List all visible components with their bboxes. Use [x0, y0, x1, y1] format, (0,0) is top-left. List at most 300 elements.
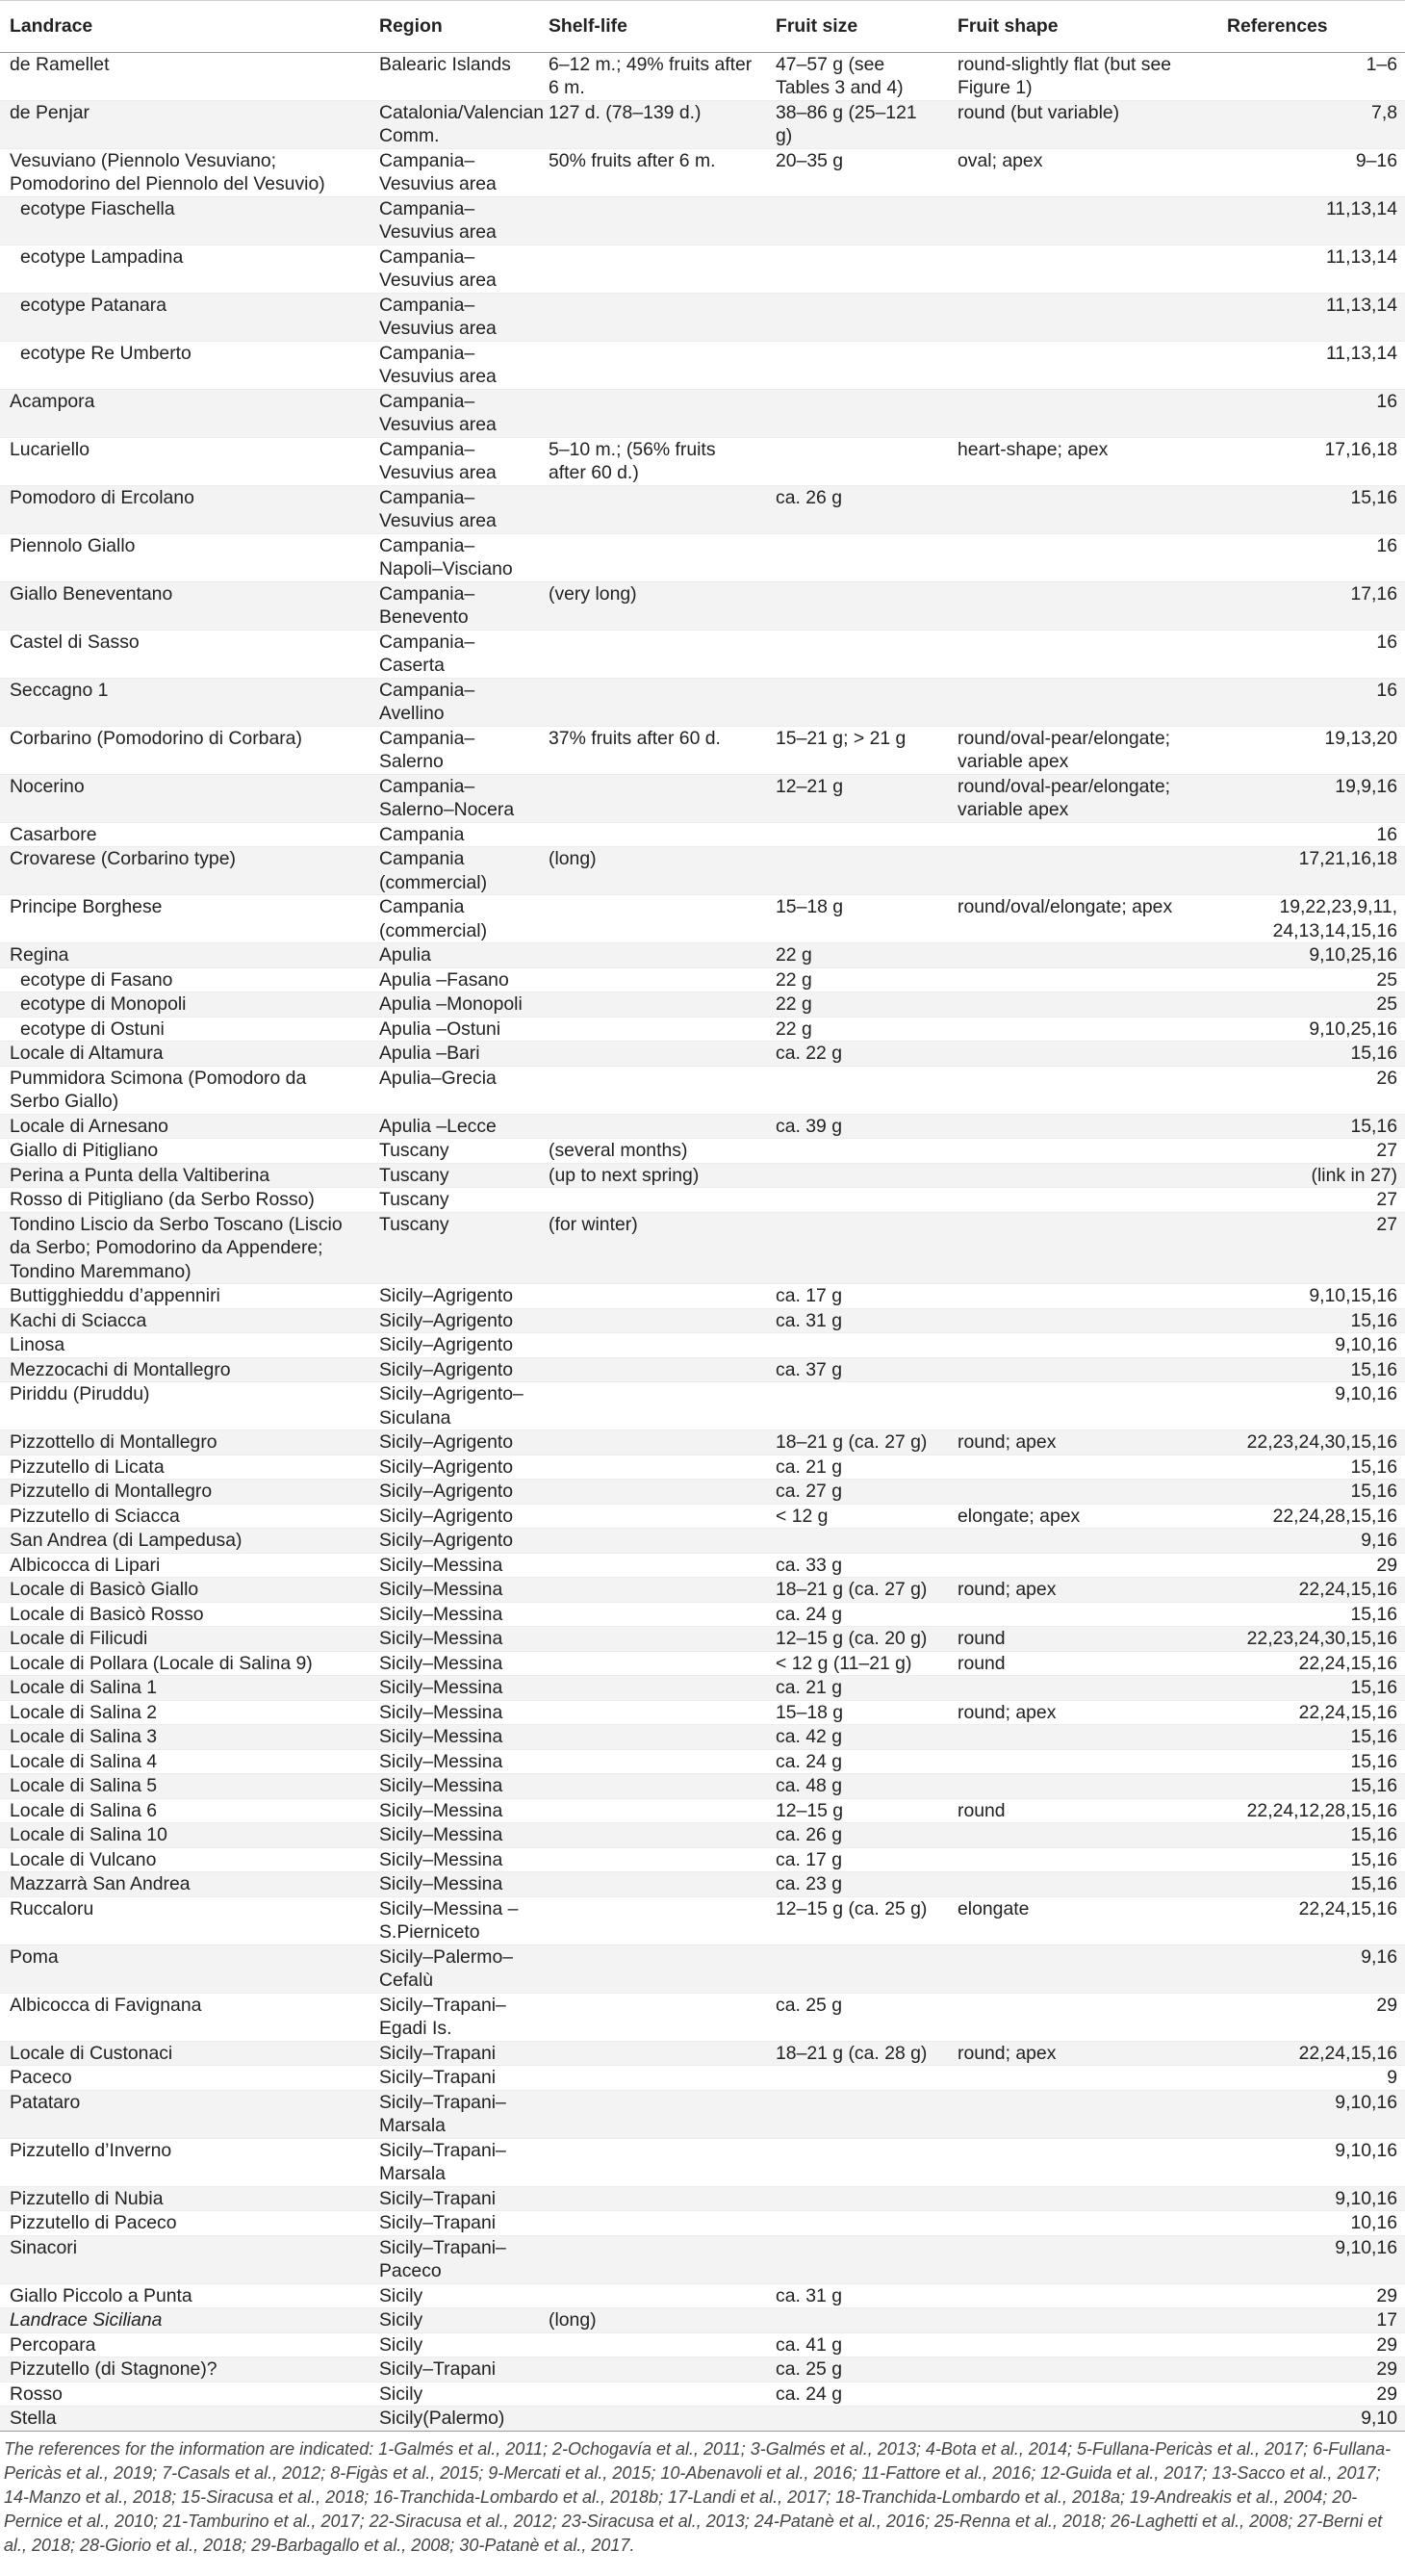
table-row — [0, 437, 1405, 485]
cell-fruit-size: ca. 48 g — [766, 1774, 948, 1799]
cell-shelf-life — [539, 1700, 766, 1725]
cell-references: 29 — [1217, 2382, 1405, 2407]
table-row — [0, 2283, 1405, 2308]
cell-shelf-life — [539, 1382, 766, 1430]
cell-region: Sicily–Trapani–Paceco — [370, 2235, 539, 2283]
cell-region: Sicily–Messina — [370, 1749, 539, 1774]
cell-fruit-size: ca. 17 g — [766, 1847, 948, 1872]
cell-region: Tuscany — [370, 1139, 539, 1164]
cell-region: Sicily–Messina — [370, 1823, 539, 1848]
cell-shelf-life — [539, 1749, 766, 1774]
cell-fruit-shape: round; apex — [948, 1700, 1217, 1725]
cell-references: 16 — [1217, 533, 1405, 581]
cell-region: Campania (commercial) — [370, 847, 539, 895]
cell-shelf-life — [539, 1480, 766, 1505]
table-row — [0, 2041, 1405, 2066]
table-row — [0, 1017, 1405, 1042]
cell-landrace: Giallo di Pitigliano — [0, 1139, 370, 1164]
cell-region: Sicily–Agrigento — [370, 1284, 539, 1309]
cell-region: Tuscany — [370, 1212, 539, 1284]
cell-fruit-shape — [948, 1676, 1217, 1701]
cell-fruit-size — [766, 533, 948, 581]
cell-fruit-shape — [948, 2283, 1217, 2308]
cell-region: Catalonia/Valencian Comm. — [370, 100, 539, 148]
cell-references: 11,13,14 — [1217, 196, 1405, 245]
cell-region: Sicily–Trapani–Marsala — [370, 2090, 539, 2138]
cell-fruit-size: 38–86 g (25–121 g) — [766, 100, 948, 148]
cell-landrace: Locale di Filicudi — [0, 1627, 370, 1652]
cell-references: 19,22,23,9,11, 24,13,14,15,16 — [1217, 895, 1405, 943]
cell-fruit-shape — [948, 2211, 1217, 2236]
cell-shelf-life — [539, 1993, 766, 2041]
cell-landrace: Pizzutello di Licata — [0, 1455, 370, 1480]
cell-references: 26 — [1217, 1066, 1405, 1114]
cell-shelf-life — [539, 1676, 766, 1701]
cell-references: 9,10,25,16 — [1217, 943, 1405, 968]
cell-landrace: Pizzutello di Nubia — [0, 2186, 370, 2211]
table-row — [0, 1725, 1405, 1750]
cell-fruit-shape — [948, 2186, 1217, 2211]
cell-landrace: Principe Borghese — [0, 895, 370, 943]
table-row — [0, 2407, 1405, 2432]
cell-references: 22,24,15,16 — [1217, 1651, 1405, 1676]
cell-fruit-size: ca. 25 g — [766, 2357, 948, 2383]
cell-shelf-life — [539, 1357, 766, 1382]
cell-references: 9,10,16 — [1217, 2186, 1405, 2211]
cell-shelf-life — [539, 2382, 766, 2407]
table-row — [0, 630, 1405, 678]
cell-fruit-size — [766, 2138, 948, 2186]
cell-references: 22,23,24,30,15,16 — [1217, 1430, 1405, 1455]
cell-region: Sicily–Trapani — [370, 2186, 539, 2211]
cell-shelf-life — [539, 774, 766, 822]
cell-fruit-shape — [948, 1139, 1217, 1164]
cell-landrace: Mazzarrà San Andrea — [0, 1872, 370, 1897]
cell-fruit-shape — [948, 678, 1217, 726]
cell-region: Apulia –Monopoli — [370, 992, 539, 1018]
cell-region: Sicily–Messina — [370, 1847, 539, 1872]
cell-fruit-size: ca. 21 g — [766, 1676, 948, 1701]
table-row — [0, 1602, 1405, 1627]
cell-shelf-life — [539, 1602, 766, 1627]
cell-fruit-shape: round/oval-pear/elongate; variable apex — [948, 726, 1217, 774]
cell-references: 15,16 — [1217, 1308, 1405, 1333]
table-row — [0, 1357, 1405, 1382]
cell-shelf-life — [539, 943, 766, 968]
cell-references: 9,10,16 — [1217, 1382, 1405, 1430]
cell-fruit-shape — [948, 2138, 1217, 2186]
cell-fruit-shape: round — [948, 1627, 1217, 1652]
cell-fruit-size: ca. 31 g — [766, 1308, 948, 1333]
cell-fruit-size: ca. 39 g — [766, 1114, 948, 1139]
cell-fruit-size: ca. 26 g — [766, 485, 948, 533]
cell-landrace: Mezzocachi di Montallegro — [0, 1357, 370, 1382]
cell-landrace: Locale di Salina 5 — [0, 1774, 370, 1799]
cell-fruit-shape — [948, 1042, 1217, 1067]
cell-fruit-size: 12–15 g — [766, 1798, 948, 1823]
cell-references: 16 — [1217, 822, 1405, 847]
cell-landrace: Pizzutello (di Stagnone)? — [0, 2357, 370, 2383]
table-row — [0, 389, 1405, 437]
cell-shelf-life — [539, 2041, 766, 2066]
cell-fruit-size — [766, 245, 948, 293]
cell-fruit-size: ca. 21 g — [766, 1455, 948, 1480]
table-row — [0, 2308, 1405, 2333]
cell-shelf-life — [539, 967, 766, 992]
cell-region: Campania–Caserta — [370, 630, 539, 678]
cell-fruit-size — [766, 630, 948, 678]
cell-shelf-life — [539, 245, 766, 293]
cell-shelf-life — [539, 1066, 766, 1114]
cell-fruit-size — [766, 581, 948, 630]
cell-fruit-shape: round; apex — [948, 1578, 1217, 1603]
cell-fruit-size — [766, 1382, 948, 1430]
cell-fruit-size — [766, 1529, 948, 1554]
cell-fruit-size: ca. 37 g — [766, 1357, 948, 1382]
cell-shelf-life — [539, 533, 766, 581]
cell-fruit-shape — [948, 1163, 1217, 1188]
table-row — [0, 1676, 1405, 1701]
cell-fruit-size: 12–15 g (ca. 25 g) — [766, 1896, 948, 1945]
cell-fruit-shape — [948, 1212, 1217, 1284]
cell-shelf-life: 5–10 m.; (56% fruits after 60 d.) — [539, 437, 766, 485]
cell-fruit-shape — [948, 2332, 1217, 2357]
cell-landrace: ecotype Patanara — [0, 293, 370, 341]
cell-fruit-size — [766, 678, 948, 726]
cell-fruit-size — [766, 293, 948, 341]
cell-fruit-size: 22 g — [766, 992, 948, 1018]
cell-references: 7,8 — [1217, 100, 1405, 148]
table-row — [0, 293, 1405, 341]
cell-region: Campania (commercial) — [370, 895, 539, 943]
cell-region: Sicily–Messina — [370, 1627, 539, 1652]
cell-references: 16 — [1217, 389, 1405, 437]
cell-shelf-life: (for winter) — [539, 1212, 766, 1284]
cell-references: 29 — [1217, 2357, 1405, 2383]
cell-fruit-shape — [948, 1017, 1217, 1042]
cell-references: 15,16 — [1217, 1114, 1405, 1139]
cell-references: 11,13,14 — [1217, 341, 1405, 389]
cell-references: 15,16 — [1217, 1480, 1405, 1505]
cell-references: 22,24,15,16 — [1217, 1578, 1405, 1603]
cell-region: Campania–Salerno–Nocera — [370, 774, 539, 822]
cell-fruit-size — [766, 196, 948, 245]
cell-region: Sicily–Palermo–Cefalù — [370, 1945, 539, 1993]
cell-shelf-life — [539, 1578, 766, 1603]
table-row — [0, 581, 1405, 630]
cell-shelf-life — [539, 2211, 766, 2236]
cell-fruit-shape — [948, 1188, 1217, 1213]
cell-landrace: Ruccaloru — [0, 1896, 370, 1945]
table-row — [0, 2332, 1405, 2357]
cell-fruit-size: ca. 27 g — [766, 1480, 948, 1505]
cell-region: Campania–Vesuvius area — [370, 485, 539, 533]
table-row — [0, 341, 1405, 389]
cell-fruit-size: 18–21 g (ca. 27 g) — [766, 1578, 948, 1603]
table-row — [0, 2235, 1405, 2283]
cell-fruit-size: ca. 33 g — [766, 1553, 948, 1578]
cell-references: 17,16,18 — [1217, 437, 1405, 485]
cell-landrace: San Andrea (di Lampedusa) — [0, 1529, 370, 1554]
cell-shelf-life: (very long) — [539, 581, 766, 630]
cell-shelf-life — [539, 1529, 766, 1554]
cell-fruit-shape — [948, 943, 1217, 968]
cell-region: Sicily — [370, 2283, 539, 2308]
cell-region: Sicily–Agrigento — [370, 1430, 539, 1455]
cell-landrace: Nocerino — [0, 774, 370, 822]
cell-landrace: Linosa — [0, 1333, 370, 1358]
cell-shelf-life — [539, 2332, 766, 2357]
table-row — [0, 1284, 1405, 1309]
cell-fruit-shape: round; apex — [948, 1430, 1217, 1455]
cell-fruit-size: 22 g — [766, 1017, 948, 1042]
table-row — [0, 1798, 1405, 1823]
cell-fruit-size — [766, 437, 948, 485]
cell-region: Sicily–Agrigento — [370, 1480, 539, 1505]
cell-region: Sicily–Trapani — [370, 2041, 539, 2066]
table-row — [0, 2186, 1405, 2211]
cell-shelf-life — [539, 485, 766, 533]
cell-fruit-shape — [948, 1774, 1217, 1799]
cell-region: Sicily(Palermo) — [370, 2407, 539, 2432]
cell-fruit-shape: round-slightly flat (but see Figure 1) — [948, 52, 1217, 100]
table-row — [0, 1163, 1405, 1188]
cell-fruit-size: ca. 41 g — [766, 2332, 948, 2357]
cell-region: Sicily–Agrigento — [370, 1504, 539, 1529]
header-shelf-life: Shelf-life — [539, 1, 766, 53]
table-row — [0, 1308, 1405, 1333]
cell-references: 9,10,15,16 — [1217, 1284, 1405, 1309]
cell-region: Sicily–Agrigento — [370, 1529, 539, 1554]
cell-fruit-shape: round (but variable) — [948, 100, 1217, 148]
cell-fruit-shape — [948, 1480, 1217, 1505]
cell-landrace: Paceco — [0, 2066, 370, 2091]
cell-shelf-life: 37% fruits after 60 d. — [539, 726, 766, 774]
cell-fruit-shape — [948, 293, 1217, 341]
cell-fruit-shape — [948, 1945, 1217, 1993]
cell-fruit-shape — [948, 2308, 1217, 2333]
cell-fruit-size — [766, 2066, 948, 2091]
cell-region: Sicily–Trapani — [370, 2066, 539, 2091]
cell-region: Tuscany — [370, 1163, 539, 1188]
cell-landrace: ecotype di Ostuni — [0, 1017, 370, 1042]
header-references: References — [1217, 1, 1405, 53]
cell-shelf-life — [539, 678, 766, 726]
cell-references: 22,24,12,28,15,16 — [1217, 1798, 1405, 1823]
cell-references: 15,16 — [1217, 1042, 1405, 1067]
cell-region: Campania–Vesuvius area — [370, 389, 539, 437]
cell-references: 9,10,16 — [1217, 2090, 1405, 2138]
cell-references: 9,10,16 — [1217, 2138, 1405, 2186]
cell-fruit-size: ca. 24 g — [766, 2382, 948, 2407]
cell-references: 1–6 — [1217, 52, 1405, 100]
cell-fruit-shape — [948, 1602, 1217, 1627]
cell-references: 29 — [1217, 2332, 1405, 2357]
cell-landrace: ecotype Fiaschella — [0, 196, 370, 245]
cell-shelf-life — [539, 1504, 766, 1529]
cell-landrace: de Ramellet — [0, 52, 370, 100]
cell-shelf-life — [539, 1627, 766, 1652]
cell-region: Campania–Vesuvius area — [370, 245, 539, 293]
cell-fruit-shape — [948, 1872, 1217, 1897]
cell-fruit-size: 22 g — [766, 943, 948, 968]
cell-fruit-shape — [948, 630, 1217, 678]
cell-region: Apulia –Fasano — [370, 967, 539, 992]
cell-region: Balearic Islands — [370, 52, 539, 100]
cell-shelf-life — [539, 1725, 766, 1750]
cell-landrace: Lucariello — [0, 437, 370, 485]
cell-references: 15,16 — [1217, 1823, 1405, 1848]
cell-shelf-life — [539, 1798, 766, 1823]
cell-references: 27 — [1217, 1188, 1405, 1213]
cell-region: Apulia –Ostuni — [370, 1017, 539, 1042]
cell-references: 9,10 — [1217, 2407, 1405, 2432]
cell-shelf-life — [539, 1872, 766, 1897]
cell-fruit-size — [766, 1212, 948, 1284]
cell-shelf-life — [539, 2235, 766, 2283]
table-row — [0, 1749, 1405, 1774]
cell-fruit-shape — [948, 2407, 1217, 2432]
cell-shelf-life — [539, 2283, 766, 2308]
cell-landrace: Locale di Salina 6 — [0, 1798, 370, 1823]
cell-references: 22,23,24,30,15,16 — [1217, 1627, 1405, 1652]
table-row — [0, 2138, 1405, 2186]
cell-fruit-shape — [948, 196, 1217, 245]
table-row — [0, 2382, 1405, 2407]
cell-fruit-size — [766, 1945, 948, 1993]
cell-landrace: Locale di Vulcano — [0, 1847, 370, 1872]
cell-fruit-size: 12–21 g — [766, 774, 948, 822]
cell-landrace: ecotype di Fasano — [0, 967, 370, 992]
cell-landrace: de Penjar — [0, 100, 370, 148]
cell-landrace: Castel di Sasso — [0, 630, 370, 678]
cell-shelf-life — [539, 2357, 766, 2383]
cell-fruit-size: ca. 24 g — [766, 1602, 948, 1627]
cell-shelf-life — [539, 1333, 766, 1358]
cell-fruit-shape — [948, 2235, 1217, 2283]
cell-shelf-life — [539, 1042, 766, 1067]
cell-fruit-shape — [948, 581, 1217, 630]
cell-landrace: Locale di Custonaci — [0, 2041, 370, 2066]
cell-fruit-size — [766, 2186, 948, 2211]
cell-references: 9 — [1217, 2066, 1405, 2091]
cell-region: Sicily–Trapani–Marsala — [370, 2138, 539, 2186]
cell-landrace: Pizzutello di Paceco — [0, 2211, 370, 2236]
cell-landrace: Giallo Beneventano — [0, 581, 370, 630]
cell-region: Sicily–Trapani — [370, 2211, 539, 2236]
cell-landrace: Regina — [0, 943, 370, 968]
table-row — [0, 1553, 1405, 1578]
cell-region: Tuscany — [370, 1188, 539, 1213]
cell-fruit-shape — [948, 2090, 1217, 2138]
cell-fruit-size: 47–57 g (see Tables 3 and 4) — [766, 52, 948, 100]
cell-region: Sicily–Messina – S.Pierniceto — [370, 1896, 539, 1945]
cell-fruit-shape — [948, 1357, 1217, 1382]
cell-shelf-life — [539, 1553, 766, 1578]
cell-fruit-shape — [948, 967, 1217, 992]
cell-references: 15,16 — [1217, 485, 1405, 533]
cell-fruit-shape — [948, 1847, 1217, 1872]
cell-region: Sicily–Messina — [370, 1578, 539, 1603]
cell-region: Sicily–Agrigento — [370, 1333, 539, 1358]
cell-references: 16 — [1217, 630, 1405, 678]
cell-landrace: Locale di Basicò Giallo — [0, 1578, 370, 1603]
cell-region: Sicily–Agrigento–Siculana — [370, 1382, 539, 1430]
cell-landrace: Tondino Liscio da Serbo Toscano (Liscio da Serbo; Pomodorino da Appendere; Tondino Maremmano) — [0, 1212, 370, 1284]
cell-region: Sicily–Messina — [370, 1700, 539, 1725]
cell-fruit-size — [766, 1333, 948, 1358]
cell-fruit-size: 15–21 g; > 21 g — [766, 726, 948, 774]
cell-fruit-size: 18–21 g (ca. 27 g) — [766, 1430, 948, 1455]
cell-landrace: Locale di Basicò Rosso — [0, 1602, 370, 1627]
cell-fruit-size — [766, 341, 948, 389]
cell-references: 9,10,16 — [1217, 2235, 1405, 2283]
cell-shelf-life — [539, 1114, 766, 1139]
header-landrace: Landrace — [0, 1, 370, 53]
cell-fruit-size: < 12 g (11–21 g) — [766, 1651, 948, 1676]
cell-fruit-size: 18–21 g (ca. 28 g) — [766, 2041, 948, 2066]
cell-landrace: Albicocca di Lipari — [0, 1553, 370, 1578]
table-row — [0, 1139, 1405, 1164]
cell-landrace: Pizzottello di Montallegro — [0, 1430, 370, 1455]
cell-region: Sicily — [370, 2382, 539, 2407]
cell-region: Sicily–Messina — [370, 1553, 539, 1578]
table-row — [0, 100, 1405, 148]
cell-fruit-shape — [948, 1749, 1217, 1774]
cell-shelf-life — [539, 1017, 766, 1042]
cell-landrace: Percopara — [0, 2332, 370, 2357]
cell-fruit-size: ca. 22 g — [766, 1042, 948, 1067]
cell-landrace: ecotype Re Umberto — [0, 341, 370, 389]
cell-references: 16 — [1217, 678, 1405, 726]
cell-landrace: Rosso di Pitigliano (da Serbo Rosso) — [0, 1188, 370, 1213]
cell-landrace: Albicocca di Favignana — [0, 1993, 370, 2041]
cell-shelf-life — [539, 1896, 766, 1945]
cell-landrace: Rosso — [0, 2382, 370, 2407]
cell-landrace: Piennolo Giallo — [0, 533, 370, 581]
cell-fruit-shape: elongate; apex — [948, 1504, 1217, 1529]
cell-shelf-life — [539, 1945, 766, 1993]
cell-shelf-life: 50% fruits after 6 m. — [539, 148, 766, 196]
table-row — [0, 774, 1405, 822]
table-row — [0, 533, 1405, 581]
cell-fruit-shape — [948, 822, 1217, 847]
table-row — [0, 1872, 1405, 1897]
cell-region: Campania–Vesuvius area — [370, 341, 539, 389]
cell-landrace: Locale di Arnesano — [0, 1114, 370, 1139]
cell-fruit-size — [766, 847, 948, 895]
cell-fruit-size: 20–35 g — [766, 148, 948, 196]
table-row — [0, 1847, 1405, 1872]
cell-references: 9,10,25,16 — [1217, 1017, 1405, 1042]
cell-references: 25 — [1217, 992, 1405, 1018]
cell-fruit-shape — [948, 1725, 1217, 1750]
cell-fruit-size — [766, 1066, 948, 1114]
cell-references: 22,24,15,16 — [1217, 1896, 1405, 1945]
cell-fruit-shape — [948, 485, 1217, 533]
cell-fruit-shape — [948, 1823, 1217, 1848]
cell-fruit-size — [766, 2407, 948, 2432]
cell-landrace: Casarbore — [0, 822, 370, 847]
cell-region: Sicily–Messina — [370, 1725, 539, 1750]
cell-fruit-size — [766, 1188, 948, 1213]
cell-references: 15,16 — [1217, 1357, 1405, 1382]
cell-region: Sicily–Trapani–Egadi Is. — [370, 1993, 539, 2041]
table-row — [0, 1578, 1405, 1603]
cell-shelf-life — [539, 895, 766, 943]
cell-fruit-size: ca. 17 g — [766, 1284, 948, 1309]
cell-references: 27 — [1217, 1139, 1405, 1164]
